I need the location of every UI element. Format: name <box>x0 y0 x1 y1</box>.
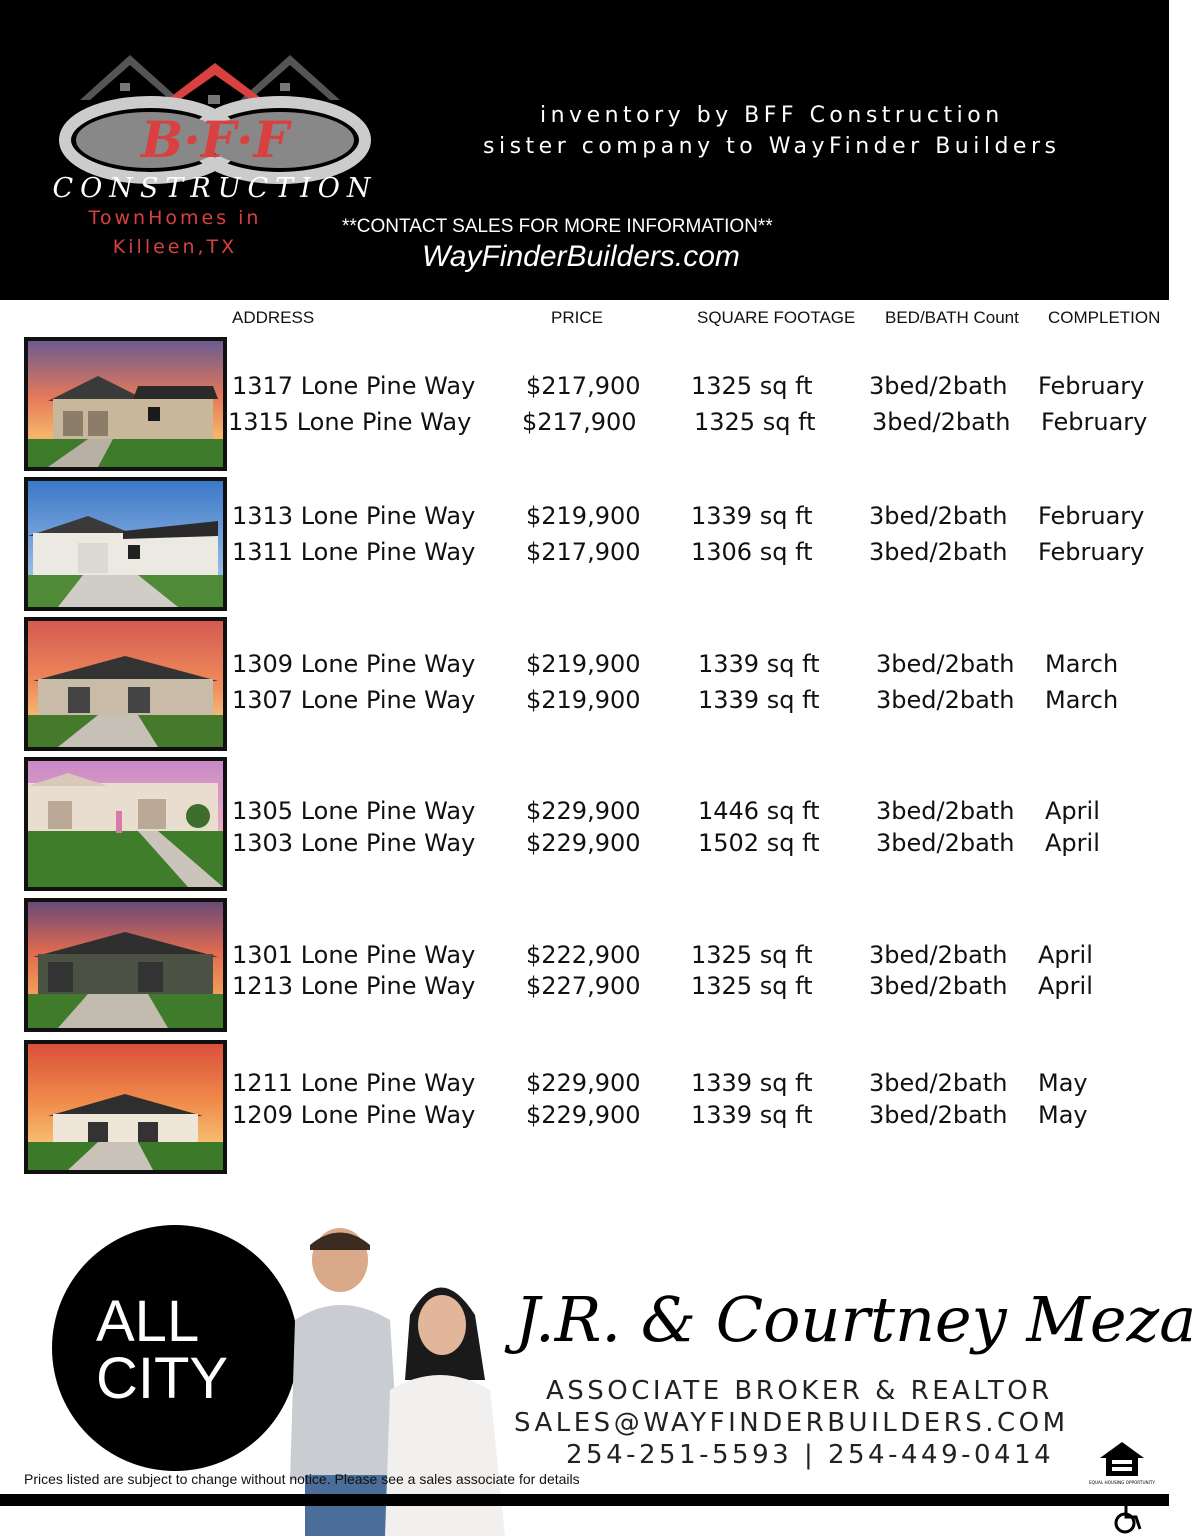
listing-bedbath: 3bed/2bath <box>876 650 1015 678</box>
listing-price: $217,900 <box>522 408 637 436</box>
listing-bedbath: 3bed/2bath <box>869 538 1008 566</box>
listing-sqft: 1446 sq ft <box>698 797 820 825</box>
listing-bedbath: 3bed/2bath <box>869 1069 1008 1097</box>
column-header-address: ADDRESS <box>232 308 315 327</box>
equal-housing-opportunity-icon <box>1089 1440 1155 1490</box>
listing-completion: April <box>1045 797 1100 825</box>
listing-bedbath: 3bed/2bath <box>869 502 1008 530</box>
logo-construction-text: CONSTRUCTION <box>52 173 378 204</box>
listing-address: 1301 Lone Pine Way <box>232 941 476 969</box>
listing-completion: February <box>1038 538 1145 566</box>
listing-price: $219,900 <box>526 650 641 678</box>
listing-completion: February <box>1038 502 1145 530</box>
header-line1: inventory by BFF Construction <box>540 103 1004 128</box>
listing-address: 1315 Lone Pine Way <box>228 408 472 436</box>
listing-bedbath: 3bed/2bath <box>869 941 1008 969</box>
bottom-divider <box>0 1494 1169 1506</box>
listing-completion: April <box>1038 941 1093 969</box>
listing-price: $222,900 <box>526 941 641 969</box>
bff-construction-logo <box>30 45 400 215</box>
listing-price: $219,900 <box>526 502 641 530</box>
listing-sqft: 1502 sq ft <box>698 829 820 857</box>
eho-text: EQUAL HOUSING OPPORTUNITY <box>1089 1480 1155 1485</box>
listing-bedbath: 3bed/2bath <box>869 972 1008 1000</box>
listing-address: 1213 Lone Pine Way <box>232 972 476 1000</box>
listing-bedbath: 3bed/2bath <box>876 797 1015 825</box>
listing-completion: March <box>1045 650 1119 678</box>
agent-email[interactable]: SALES@WAYFINDERBUILDERS.COM <box>514 1408 1069 1438</box>
house-photo <box>24 337 227 471</box>
listing-completion: April <box>1038 972 1093 1000</box>
listing-bedbath: 3bed/2bath <box>869 1101 1008 1129</box>
listing-bedbath: 3bed/2bath <box>876 686 1015 714</box>
contact-sales-note: **CONTACT SALES FOR MORE INFORMATION** <box>342 216 773 237</box>
listing-bedbath: 3bed/2bath <box>872 408 1011 436</box>
column-header-bedbath: BED/BATH Count <box>885 308 1019 327</box>
listing-price: $219,900 <box>526 686 641 714</box>
all-city-logo-line2: CITY <box>96 1346 229 1411</box>
listing-address: 1313 Lone Pine Way <box>232 502 476 530</box>
listing-price: $229,900 <box>526 1101 641 1129</box>
listing-address: 1305 Lone Pine Way <box>232 797 476 825</box>
column-header-sqft: SQUARE FOOTAGE <box>697 308 856 327</box>
listing-bedbath: 3bed/2bath <box>869 372 1008 400</box>
listing-price: $217,900 <box>526 538 641 566</box>
house-photo <box>24 757 227 891</box>
listing-completion: February <box>1038 372 1145 400</box>
all-city-logo-line1: ALL <box>96 1289 200 1354</box>
house-photo <box>24 898 227 1032</box>
listing-completion: March <box>1045 686 1119 714</box>
listing-address: 1311 Lone Pine Way <box>232 538 476 566</box>
listing-sqft: 1325 sq ft <box>691 941 813 969</box>
listing-sqft: 1339 sq ft <box>691 502 813 530</box>
house-photo <box>24 1040 227 1174</box>
listing-completion: February <box>1041 408 1148 436</box>
agents-photo <box>290 1220 520 1536</box>
column-header-completion: COMPLETION <box>1048 308 1161 327</box>
header-banner <box>0 0 1169 300</box>
logo-bff-text: B·F·F <box>140 110 290 169</box>
agent-name: J.R. & Courtney Meza <box>515 1283 1196 1356</box>
listing-price: $229,900 <box>526 829 641 857</box>
header-line2: sister company to WayFinder Builders <box>483 134 1061 159</box>
listing-sqft: 1339 sq ft <box>691 1101 813 1129</box>
listing-price: $217,900 <box>526 372 641 400</box>
brand-tag-line1: TownHomes in <box>88 207 262 229</box>
column-header-price: PRICE <box>551 308 603 327</box>
price-disclaimer: Prices listed are subject to change without notice. Please see a sales associate for details <box>24 1471 580 1487</box>
listing-completion: May <box>1038 1069 1088 1097</box>
house-photo <box>24 617 227 751</box>
listing-sqft: 1339 sq ft <box>698 650 820 678</box>
listing-completion: April <box>1045 829 1100 857</box>
house-photo <box>24 477 227 611</box>
agent-title: ASSOCIATE BROKER & REALTOR <box>546 1376 1053 1406</box>
listing-address: 1307 Lone Pine Way <box>232 686 476 714</box>
listing-price: $227,900 <box>526 972 641 1000</box>
listing-sqft: 1339 sq ft <box>698 686 820 714</box>
listing-address: 1309 Lone Pine Way <box>232 650 476 678</box>
brand-tag-line2: Killeen,TX <box>112 236 238 258</box>
listing-address: 1211 Lone Pine Way <box>232 1069 476 1097</box>
listing-address: 1303 Lone Pine Way <box>232 829 476 857</box>
listing-sqft: 1339 sq ft <box>691 1069 813 1097</box>
listing-completion: May <box>1038 1101 1088 1129</box>
website-link[interactable]: WayFinderBuilders.com <box>422 240 740 273</box>
listing-price: $229,900 <box>526 797 641 825</box>
listing-sqft: 1306 sq ft <box>691 538 813 566</box>
listing-sqft: 1325 sq ft <box>691 972 813 1000</box>
agent-phones[interactable]: 254-251-5593 | 254-449-0414 <box>566 1440 1055 1470</box>
listing-sqft: 1325 sq ft <box>691 372 813 400</box>
listing-address: 1317 Lone Pine Way <box>232 372 476 400</box>
listing-bedbath: 3bed/2bath <box>876 829 1015 857</box>
listing-sqft: 1325 sq ft <box>694 408 816 436</box>
listing-price: $229,900 <box>526 1069 641 1097</box>
listing-address: 1209 Lone Pine Way <box>232 1101 476 1129</box>
